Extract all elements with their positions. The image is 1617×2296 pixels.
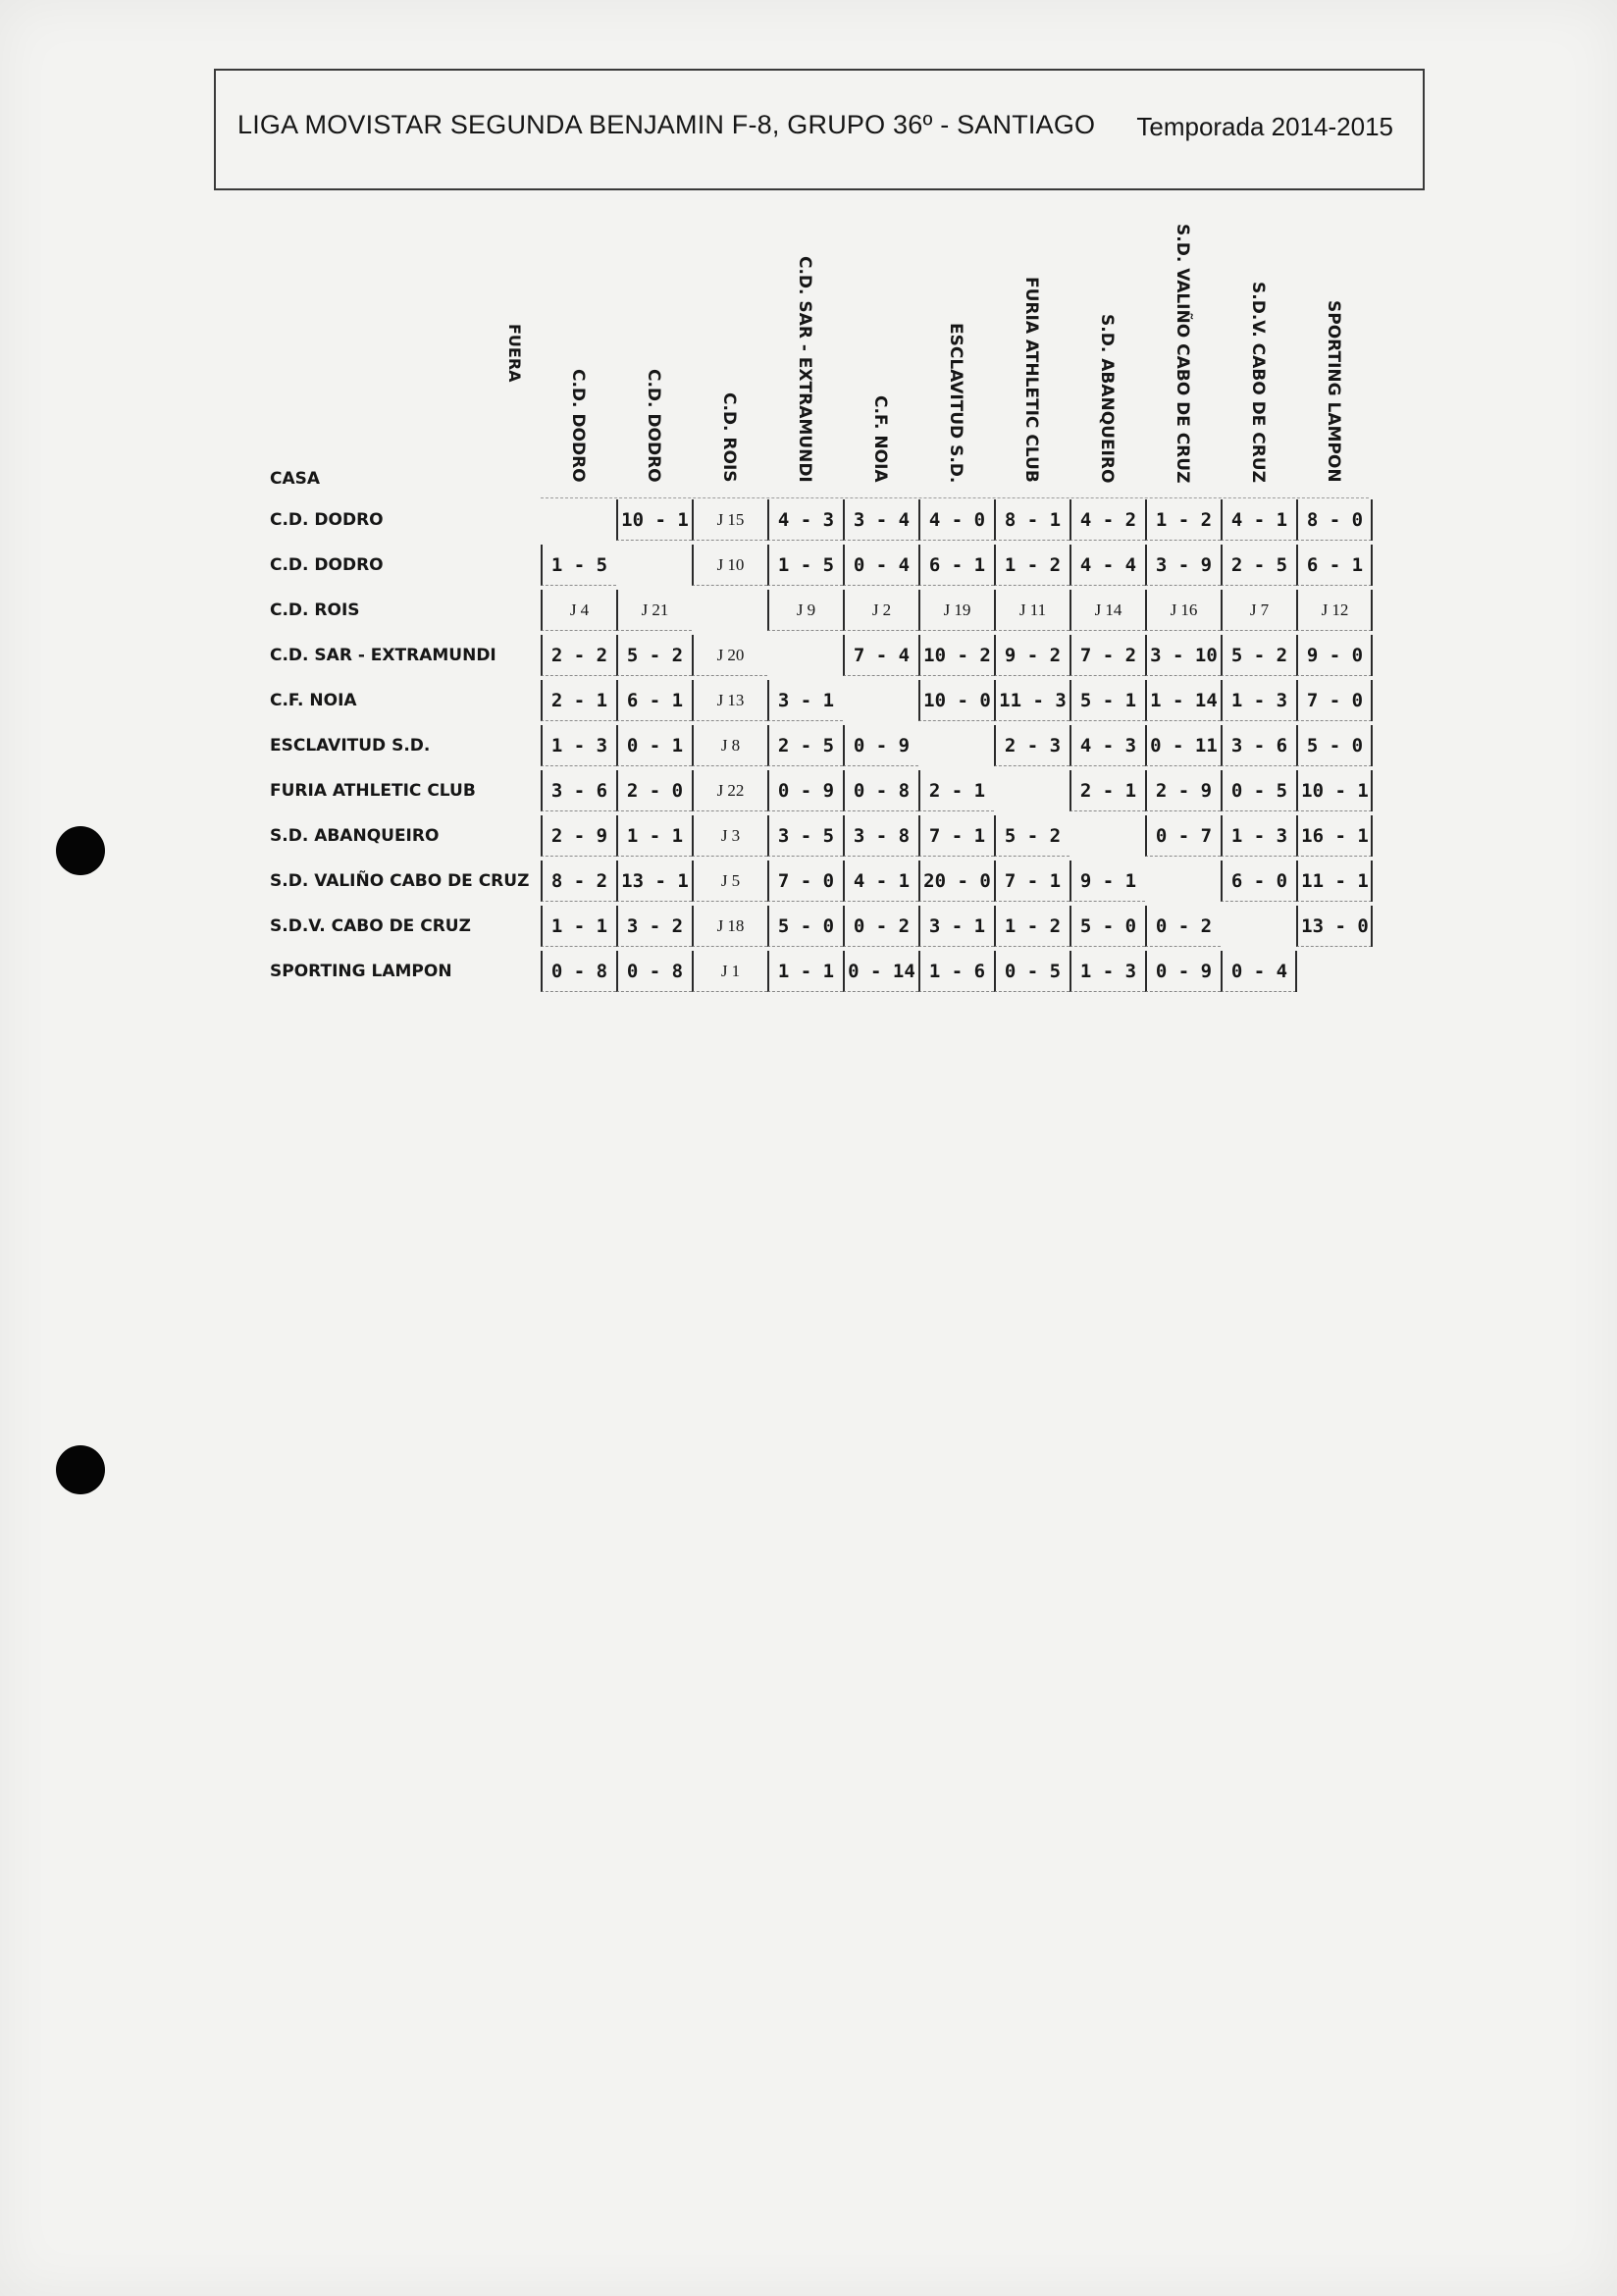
result-cell: J 21 [616,590,692,631]
column-header: C.F. NOIA [870,395,890,483]
result-cell: 0 - 7 [1145,815,1221,857]
result-cell: J 18 [692,906,767,947]
result-cell: 0 - 8 [843,770,918,811]
row-header: S.D.V. CABO DE CRUZ [270,916,471,936]
title-box [214,69,1425,190]
row-header: FURIA ATHLETIC CLUB [270,781,476,801]
row-header: C.D. DODRO [270,510,384,530]
result-cell: 0 - 2 [1145,906,1221,947]
binder-hole-bottom [56,1445,105,1494]
column-header: FURIA ATHLETIC CLUB [1021,277,1041,483]
result-cell: 10 - 1 [1296,770,1372,811]
column-header: S.D. ABANQUEIRO [1097,314,1117,484]
row-header: SPORTING LAMPON [270,962,452,981]
result-cell [843,680,918,721]
result-cell: 5 - 2 [994,815,1069,857]
result-cell: 3 - 2 [616,906,692,947]
result-cell: 1 - 2 [994,545,1069,586]
column-header: C.D. SAR - EXTRAMUNDI [795,256,814,483]
result-cell: J 14 [1069,590,1145,631]
row-right-border [1371,545,1373,586]
result-cell: 7 - 1 [918,815,994,857]
column-header: S.D.V. CABO DE CRUZ [1248,282,1268,483]
result-cell: 5 - 0 [767,906,843,947]
result-cell: 2 - 5 [1221,545,1296,586]
result-cell: 4 - 3 [1069,725,1145,766]
result-cell: 6 - 1 [918,545,994,586]
result-cell: 1 - 1 [541,906,616,947]
result-cell [1221,906,1296,947]
result-cell: J 22 [692,770,767,811]
row-header: C.D. SAR - EXTRAMUNDI [270,646,496,665]
result-cell: 10 - 0 [918,680,994,721]
result-cell: 2 - 1 [541,680,616,721]
result-cell: J 16 [1145,590,1221,631]
result-cell: 0 - 8 [541,951,616,992]
result-cell [994,770,1069,811]
result-cell: 1 - 3 [1221,680,1296,721]
result-cell: 6 - 1 [616,680,692,721]
result-cell: 9 - 1 [1069,861,1145,902]
result-cell: 8 - 2 [541,861,616,902]
result-cell: 1 - 14 [1145,680,1221,721]
row-right-border [1371,635,1373,676]
result-cell: 0 - 4 [1221,951,1296,992]
result-cell: J 3 [692,815,767,857]
result-cell [1296,951,1372,992]
result-cell: 4 - 0 [918,499,994,541]
result-cell: J 11 [994,590,1069,631]
result-cell: 13 - 0 [1296,906,1372,947]
row-right-border [1371,770,1373,811]
result-cell: 7 - 0 [1296,680,1372,721]
home-axis-label: CASA [270,469,321,489]
result-cell: 0 - 2 [843,906,918,947]
result-cell: 9 - 0 [1296,635,1372,676]
row-right-border [1371,725,1373,766]
result-cell: 1 - 3 [1069,951,1145,992]
result-cell: J 9 [767,590,843,631]
league-title: LIGA MOVISTAR SEGUNDA BENJAMIN F-8, GRUPO 36º - SANTIAGO [237,110,1096,139]
result-cell: J 1 [692,951,767,992]
result-cell: J 19 [918,590,994,631]
result-cell [692,590,767,631]
result-cell: 0 - 14 [843,951,918,992]
column-header: C.D. ROIS [719,392,739,483]
result-cell: 2 - 3 [994,725,1069,766]
result-cell: 8 - 0 [1296,499,1372,541]
result-cell: 0 - 5 [994,951,1069,992]
result-cell: 3 - 9 [1145,545,1221,586]
row-header: S.D. ABANQUEIRO [270,826,440,846]
result-cell: 3 - 6 [1221,725,1296,766]
row-header: ESCLAVITUD S.D. [270,736,431,756]
season-label: Temporada 2014-2015 [1136,112,1393,141]
result-cell: J 5 [692,861,767,902]
column-header: ESCLAVITUD S.D. [946,323,965,484]
result-cell: J 4 [541,590,616,631]
result-cell: 3 - 4 [843,499,918,541]
result-cell: 1 - 2 [1145,499,1221,541]
result-cell: 6 - 1 [1296,545,1372,586]
result-cell: 3 - 6 [541,770,616,811]
result-cell [616,545,692,586]
result-cell [1069,815,1145,857]
result-cell: 13 - 1 [616,861,692,902]
result-cell: 0 - 9 [767,770,843,811]
result-cell: J 20 [692,635,767,676]
result-cell: 2 - 1 [1069,770,1145,811]
result-cell: 5 - 0 [1069,906,1145,947]
result-cell: 7 - 1 [994,861,1069,902]
result-cell: J 13 [692,680,767,721]
result-cell: 2 - 0 [616,770,692,811]
result-cell: 4 - 1 [1221,499,1296,541]
result-cell: 7 - 4 [843,635,918,676]
away-axis-label: FUERA [505,324,524,383]
result-cell: 1 - 2 [994,906,1069,947]
result-cell [767,635,843,676]
result-cell: 10 - 1 [616,499,692,541]
result-cell: 8 - 1 [994,499,1069,541]
result-cell: J 8 [692,725,767,766]
result-cell: 1 - 5 [767,545,843,586]
result-cell: J 2 [843,590,918,631]
column-header: C.D. DODRO [568,369,588,483]
result-cell: J 12 [1296,590,1372,631]
result-cell: 3 - 10 [1145,635,1221,676]
result-cell: 7 - 2 [1069,635,1145,676]
result-cell: 3 - 5 [767,815,843,857]
column-header: C.D. DODRO [644,369,663,483]
row-right-border [1371,499,1373,541]
result-cell: 2 - 2 [541,635,616,676]
result-cell: 0 - 11 [1145,725,1221,766]
result-cell: 4 - 3 [767,499,843,541]
result-cell: 4 - 4 [1069,545,1145,586]
result-cell: 11 - 3 [994,680,1069,721]
result-cell: 0 - 5 [1221,770,1296,811]
row-right-border [1371,815,1373,857]
binder-hole-top [56,826,105,875]
result-cell [1145,861,1221,902]
result-cell: 5 - 2 [1221,635,1296,676]
result-cell: 0 - 1 [616,725,692,766]
result-cell: 4 - 2 [1069,499,1145,541]
row-right-border [1295,951,1297,992]
result-cell: 20 - 0 [918,861,994,902]
result-cell: 9 - 2 [994,635,1069,676]
row-right-border [1371,680,1373,721]
result-cell [541,499,616,541]
result-cell: 0 - 9 [843,725,918,766]
result-cell: 2 - 9 [1145,770,1221,811]
result-cell: J 10 [692,545,767,586]
result-cell: J 15 [692,499,767,541]
column-header: SPORTING LAMPON [1324,300,1343,483]
result-cell: 7 - 0 [767,861,843,902]
result-cell: 0 - 4 [843,545,918,586]
result-cell: 0 - 9 [1145,951,1221,992]
row-right-border [1371,906,1373,947]
result-cell: 2 - 9 [541,815,616,857]
result-cell: 11 - 1 [1296,861,1372,902]
row-header: C.D. ROIS [270,600,360,620]
row-right-border [1371,861,1373,902]
row-header: C.F. NOIA [270,691,357,710]
result-cell: 5 - 1 [1069,680,1145,721]
row-right-border [1371,590,1373,631]
result-cell: 16 - 1 [1296,815,1372,857]
result-cell: 1 - 6 [918,951,994,992]
result-cell: 1 - 5 [541,545,616,586]
result-cell: 2 - 5 [767,725,843,766]
header-divider [541,497,1369,498]
result-cell: 3 - 1 [767,680,843,721]
result-cell: 1 - 1 [616,815,692,857]
result-cell: 4 - 1 [843,861,918,902]
result-cell [918,725,994,766]
result-cell: 5 - 0 [1296,725,1372,766]
result-cell: 6 - 0 [1221,861,1296,902]
result-cell: 10 - 2 [918,635,994,676]
result-cell: 3 - 8 [843,815,918,857]
result-cell: 2 - 1 [918,770,994,811]
result-cell: 5 - 2 [616,635,692,676]
row-header: S.D. VALIÑO CABO DE CRUZ [270,871,530,891]
result-cell: J 7 [1221,590,1296,631]
result-cell: 0 - 8 [616,951,692,992]
result-cell: 1 - 1 [767,951,843,992]
result-cell: 3 - 1 [918,906,994,947]
row-header: C.D. DODRO [270,555,384,575]
result-cell: 1 - 3 [541,725,616,766]
result-cell: 1 - 3 [1221,815,1296,857]
column-header: S.D. VALIÑO CABO DE CRUZ [1173,224,1192,484]
